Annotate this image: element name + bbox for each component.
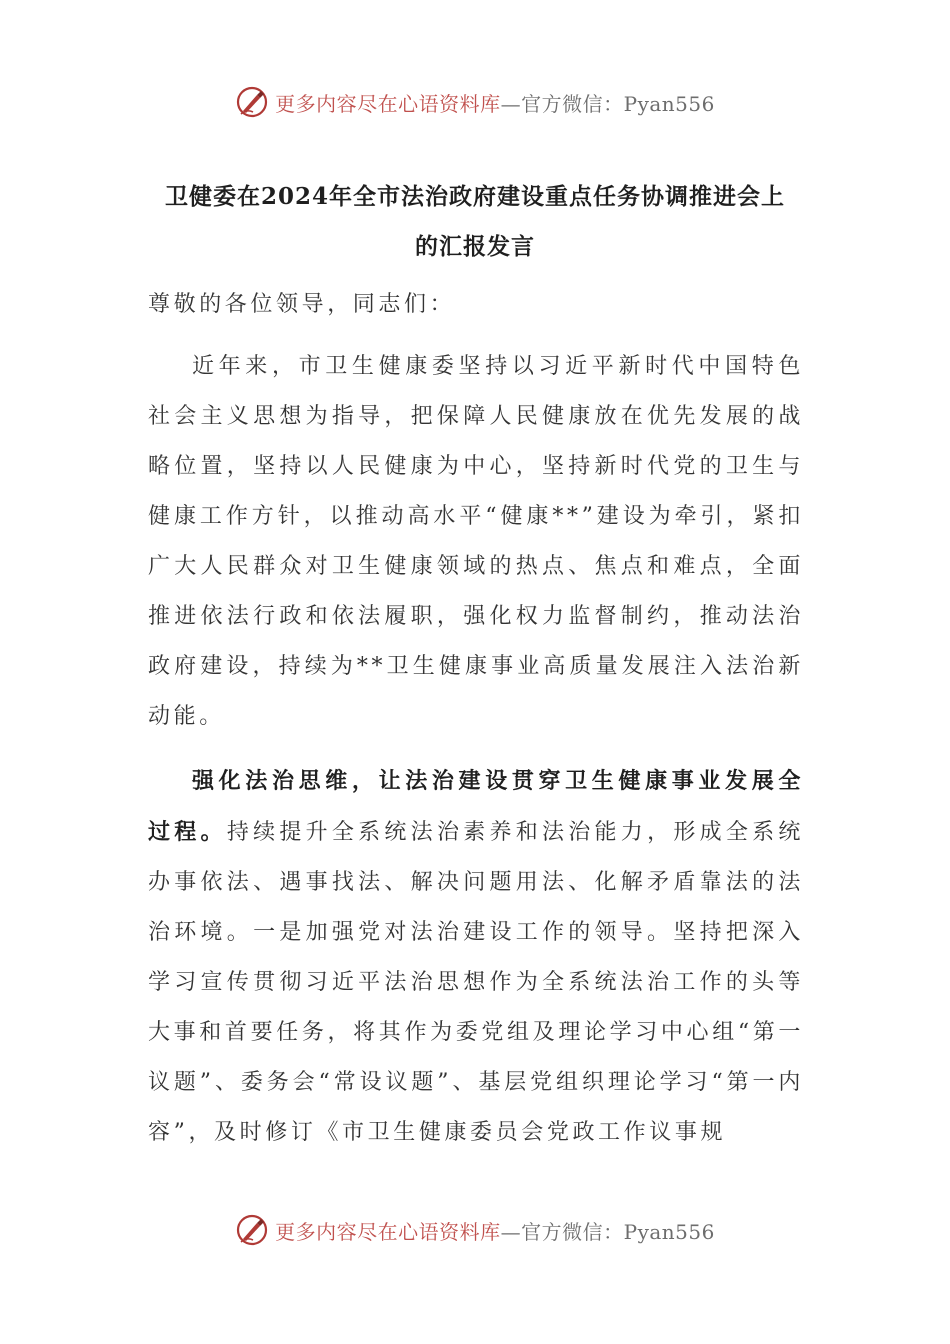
banner-contact-text: —官方微信：Pyan556 (500, 1219, 715, 1244)
title-line-1: 卫健委在2024年全市法治政府建设重点任务协调推进会上 (164, 183, 785, 210)
paragraph-intro: 近年来，市卫生健康委坚持以习近平新时代中国特色社会主义思想为指导，把保障人民健康放在优先发展的战略位置，坚持以人民健康为中心，坚持新时代党的卫生与健康工作方针，以推动高水平“健康**”建设为牵引，紧扣广大人民群众对卫生健康领域的热点、焦点和难点，全面推进依法行政和依法履职，强化权力监督制约，推动法治政府建设，持续为**卫生健康事业高质量发展注入法治新动能。 (148, 354, 804, 729)
footer-banner (0, 1208, 950, 1252)
greeting: 尊敬的各位领导，同志们： (148, 292, 456, 317)
banner-highlight-text: 更多内容尽在心语资料库 (275, 1219, 501, 1244)
document-title (140, 172, 810, 272)
document-body (148, 280, 804, 1158)
paragraph-rule-of-law (148, 756, 804, 1158)
pen-logo-icon (235, 1213, 269, 1247)
paragraph-heading: 强化法治思维，让法治建设贯穿卫生健康事业发展全过程。 (148, 768, 804, 845)
banner-contact-text: —官方微信：Pyan556 (500, 91, 715, 116)
pen-logo-icon (235, 85, 269, 119)
paragraph-text: 持续提升全系统法治素养和法治能力，形成全系统办事依法、遇事找法、解决问题用法、化解矛盾靠法的法治环境。一是加强党对法治建设工作的领导。坚持把深入学习宣传贯彻习近平法治思想作为全系统法治工作的头等大事和首要任务，将其作为委党组及理论学习中心组“第一议题”、委务会“常设议题”、基层党组织理论学习“第一内容”，及时修订《市卫生健康委员会党政工作议事规 (148, 820, 805, 1145)
banner-highlight-text: 更多内容尽在心语资料库 (275, 91, 501, 116)
header-banner (0, 80, 950, 124)
title-line-2: 的汇报发言 (415, 233, 535, 260)
